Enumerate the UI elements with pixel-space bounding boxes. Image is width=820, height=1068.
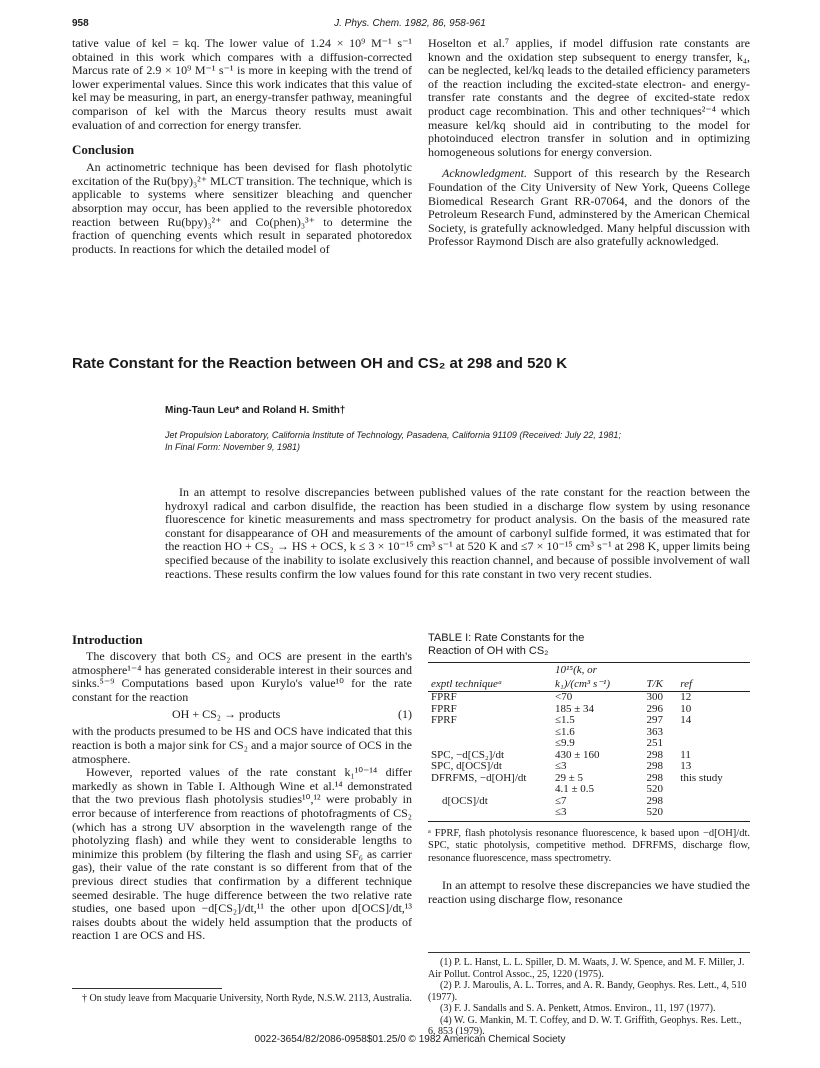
article-authors: Ming-Taun Leu* and Roland H. Smith† bbox=[165, 405, 346, 416]
col-header-k-1: 10¹⁵(k, or bbox=[552, 663, 644, 678]
table-caption-line-1: TABLE I: Rate Constants for the bbox=[428, 632, 585, 644]
intro-paragraph-1: The discovery that both CS₂ and OCS are present in the earth's atmosphere¹⁻⁴ has generated considerable interest in their sources and sinks.⁵⁻⁹ Computations based upon Kurylo's value¹⁰ for the rate constant for the reaction bbox=[72, 649, 412, 704]
col-header-ref: ref bbox=[677, 677, 750, 692]
rate-constants-table bbox=[428, 662, 750, 822]
cell-ref: this study bbox=[680, 771, 723, 784]
cell-temperature: 298 bbox=[646, 794, 663, 807]
article-title: Rate Constant for the Reaction between OH and CS₂ at 298 and 520 K bbox=[72, 355, 568, 372]
cell-ref: 14 bbox=[680, 714, 692, 726]
reference-item: (4) W. G. Mankin, M. T. Coffey, and D. W. T. Griffith, Geophys. Res. Lett., 6, 853 (1979). bbox=[428, 1014, 742, 1037]
cell-rate: ≤3 bbox=[555, 760, 567, 772]
cell-rate: ≤1.6 bbox=[555, 725, 575, 738]
cell-temperature: 298 bbox=[646, 760, 663, 772]
cell-technique: d[OCS]/dt bbox=[442, 794, 488, 807]
cell-temperature: 300 bbox=[646, 691, 663, 703]
intro-column bbox=[72, 632, 412, 943]
footnote-rule bbox=[72, 988, 222, 989]
cell-ref bbox=[677, 784, 750, 796]
table-row bbox=[428, 796, 750, 808]
cell-rate: 430 ± 160 bbox=[555, 748, 600, 761]
table-row bbox=[428, 727, 750, 739]
cell-rate: 29 ± 5 bbox=[555, 771, 584, 784]
table-row bbox=[428, 738, 750, 750]
table-block bbox=[428, 632, 750, 906]
cell-technique bbox=[428, 738, 552, 750]
cell-rate: ≤7 bbox=[555, 794, 567, 807]
acknowledgment bbox=[428, 167, 750, 249]
cell-technique bbox=[428, 784, 552, 796]
prev-article-right bbox=[428, 37, 750, 249]
table-footnote: ᵃ FPRF, flash photolysis resonance fluorescence, k based upon −d[OH]/dt. SPC, static photolysis, competitive method. DFRFMS, discharge flow, resonance fluorescence, mass spectrometry. bbox=[428, 827, 750, 864]
reference-item: (2) P. J. Maroulis, A. L. Torres, and A. R. Bandy, Geophys. Res. Lett., 4, 510 (1977). bbox=[428, 980, 747, 1003]
prev-paragraph-right: Hoselton et al.⁷ applies, if model diffusion rate constants are known and the oxidation step subsequent to energy transfer, k₄, can be neglected, kel/kq leads to the detailed efficiency parameters of the reaction including the excited-state electron- and energy-transfer rate constants and the degree of excited-state redox product cage recombination. This and other techniques²⁻⁴ which measure kel/kq should aid in contributing to the model for photoinduced electron transfer in solution and in optimizing homogeneous solutions for energy conversion. bbox=[428, 36, 750, 159]
intro-paragraph-2: with the products presumed to be HS and OCS have indicated that this reaction is both a major sink for CS₂ and a major source of OCS in the atmosphere. bbox=[72, 724, 412, 766]
cell-technique bbox=[428, 727, 552, 739]
table-row bbox=[428, 715, 750, 727]
cell-ref bbox=[677, 738, 750, 750]
cell-rate: <70 bbox=[555, 691, 573, 703]
col-header-technique: exptl techniqueᵃ bbox=[428, 677, 552, 692]
cell-rate: ≤9.9 bbox=[555, 737, 575, 749]
page-number: 958 bbox=[72, 18, 89, 29]
cell-temperature: 297 bbox=[646, 714, 663, 726]
equation-number: (1) bbox=[398, 707, 412, 722]
cell-technique: FPRF bbox=[431, 714, 457, 726]
article-affiliation bbox=[165, 429, 725, 453]
table-row bbox=[428, 692, 750, 704]
col-header-k-2: k₁)/(cm³ s⁻¹) bbox=[552, 677, 644, 692]
table-row bbox=[428, 807, 750, 821]
cell-rate: ≤1.5 bbox=[555, 714, 575, 726]
cell-ref: 12 bbox=[680, 691, 692, 703]
intro-paragraph-3: However, reported values of the rate constant k₁¹⁰⁻¹⁴ differ markedly as shown in Table I. Although Wine et al.¹⁴ demonstrated that the two previous flash photolysis studies¹⁰,¹² were probably in error because of interference from reactions of photofragments of CS₂ (which has a strong UV absorption in the wavelength range of the photolyzing flash) and while they went to considerable lengths to minimize this problem (by filtering the flash and using SF₆ as carrier gas), their value of the rate constant is so different from that of the previous direct studies that confirmation by a different technique seemed desirable. The huge difference between the two relative rate studies, one based upon −d[CS₂]/dt,¹¹ the other upon d[OCS]/dt,¹³ raises doubts about the widely held assumption that the products of reaction 1 are OCS and HS. bbox=[72, 765, 412, 943]
conclusion-heading: Conclusion bbox=[72, 142, 135, 158]
table-row bbox=[428, 704, 750, 716]
cell-technique: SPC, d[OCS]/dt bbox=[431, 760, 502, 772]
cell-ref: 11 bbox=[680, 748, 691, 761]
equation-1 bbox=[72, 707, 412, 722]
prev-paragraph: tative value of kel = kq. The lower value of 1.24 × 10⁹ M⁻¹ s⁻¹ obtained in this work which compares with a diffusion-corrected Marcus rate of 2.9 × 10⁹ M⁻¹ s⁻¹ is more in keeping with the trend of lower experimental values. Since this work indicates that this value of kel may be measuring, in part, an energy-transfer pathway, meaningful comparison of kel with the Marcus theory results must await evaluation of and correction for energy transfer. bbox=[72, 36, 412, 132]
acknowledgment-text: Support of this research by the Research Foundation of the City University of New York, Queens College Biomedical Research Grant RR-07064, and the donors of the Petroleum Research Fund, adminstered by the American Chemical Society, is gratefully acknowledged. Many helpful discussion with Professor Raymond Disch are also gratefully acknowledged. bbox=[428, 166, 750, 249]
equation-body: OH + CS₂ → products bbox=[172, 707, 281, 722]
cell-temperature: 520 bbox=[644, 807, 678, 821]
reference-item: (3) F. J. Sandalls and S. A. Penkett, Atmos. Environ., 11, 197 (1977). bbox=[440, 1003, 716, 1014]
cell-rate: 185 ± 34 bbox=[555, 702, 595, 715]
reference-item: (1) P. L. Hanst, L. L. Spiller, D. M. Waats, J. W. Spence, and M. F. Miller, J. Air Pollut. Control Assoc., 25, 1220 (1975). bbox=[428, 957, 745, 980]
cell-ref: 13 bbox=[680, 760, 692, 772]
footnote-block bbox=[72, 988, 412, 1005]
introduction-heading: Introduction bbox=[72, 632, 143, 647]
copyright-line: 0022-3654/82/2086-0958$01.25/0 © 1982 American Chemical Society bbox=[254, 1034, 566, 1045]
table-row bbox=[428, 784, 750, 796]
cell-rate: ≤3 bbox=[552, 807, 644, 821]
cell-ref bbox=[677, 807, 750, 821]
affiliation-line-1: Jet Propulsion Laboratory, California Institute of Technology, Pasadena, California 91109 (Received: July 22, 1981; bbox=[165, 430, 621, 440]
right-paragraph: In an attempt to resolve these discrepancies we have studied the reaction using discharge flow, resonance bbox=[428, 878, 750, 906]
cell-ref bbox=[677, 796, 750, 808]
cell-ref: 10 bbox=[680, 702, 692, 715]
cell-temperature: 298 bbox=[646, 748, 663, 761]
cell-rate: 4.1 ± 0.5 bbox=[555, 783, 595, 795]
journal-citation: J. Phys. Chem. 1982, 86, 958-961 bbox=[334, 18, 486, 29]
references-rule bbox=[428, 952, 750, 953]
references-block bbox=[428, 952, 750, 1038]
article-abstract: In an attempt to resolve discrepancies between published values of the rate constant for the reaction between the hydroxyl radical and carbon disulfide, the reaction has been studied in a discharge flow system by using resonance fluorescence for kinetic measurements and mass spectrometry for product analysis. On the basis of the measured rate constant for disappearance of OH and measurements of the amount of carbonyl sulfide formed, it was estimated that for the reaction HO + CS₂ → HS + OCS, k ≤ 3 × 10⁻¹⁵ cm³ s⁻¹ at 520 K and ≤7 × 10⁻¹⁵ cm³ s⁻¹ at 298 K, upper limits being specified because of the inability to isolate exclusively this reaction channel, and because of possible involvement of wall reactions. These results confirm the low values found for this rate constant in two very recent studies. bbox=[165, 485, 750, 581]
cell-temperature: 363 bbox=[646, 725, 663, 738]
author-footnote: † On study leave from Macquarie University, North Ryde, N.S.W. 2113, Australia. bbox=[82, 993, 412, 1004]
cell-technique: DFRFMS, −d[OH]/dt bbox=[431, 771, 527, 784]
affiliation-line-2: In Final Form: November 9, 1981) bbox=[165, 442, 301, 452]
acknowledgment-label: Acknowledgment. bbox=[442, 166, 527, 181]
col-header-temperature: T/K bbox=[644, 677, 678, 692]
table-caption-line-2: Reaction of OH with CS₂ bbox=[428, 645, 549, 657]
cell-technique: SPC, −d[CS₂]/dt bbox=[431, 748, 505, 761]
cell-ref bbox=[677, 727, 750, 739]
prev-article-left bbox=[72, 37, 412, 256]
cell-technique: FPRF bbox=[431, 702, 457, 715]
cell-technique: FPRF bbox=[431, 691, 457, 703]
cell-temperature: 251 bbox=[646, 737, 663, 749]
cell-temperature: 520 bbox=[646, 783, 663, 795]
cell-temperature: 296 bbox=[646, 702, 663, 715]
cell-temperature: 298 bbox=[646, 771, 663, 784]
table-caption bbox=[428, 632, 750, 658]
cell-technique bbox=[428, 807, 552, 821]
table-row bbox=[428, 761, 750, 773]
conclusion-paragraph: An actinometric technique has been devised for flash photolytic excitation of the Ru(bpy)₃²⁺ MLCT transition. The technique, which is applicable to systems where sensitizer bleaching and quencher absorption may occur, has been applied to the reversible photoredox reaction between Ru(bpy)₃²⁺ and Co(phen)₃³⁺ to determine the fraction of quenching events which result in separated photoredox products. In reactions for which the detailed model of bbox=[72, 160, 412, 256]
